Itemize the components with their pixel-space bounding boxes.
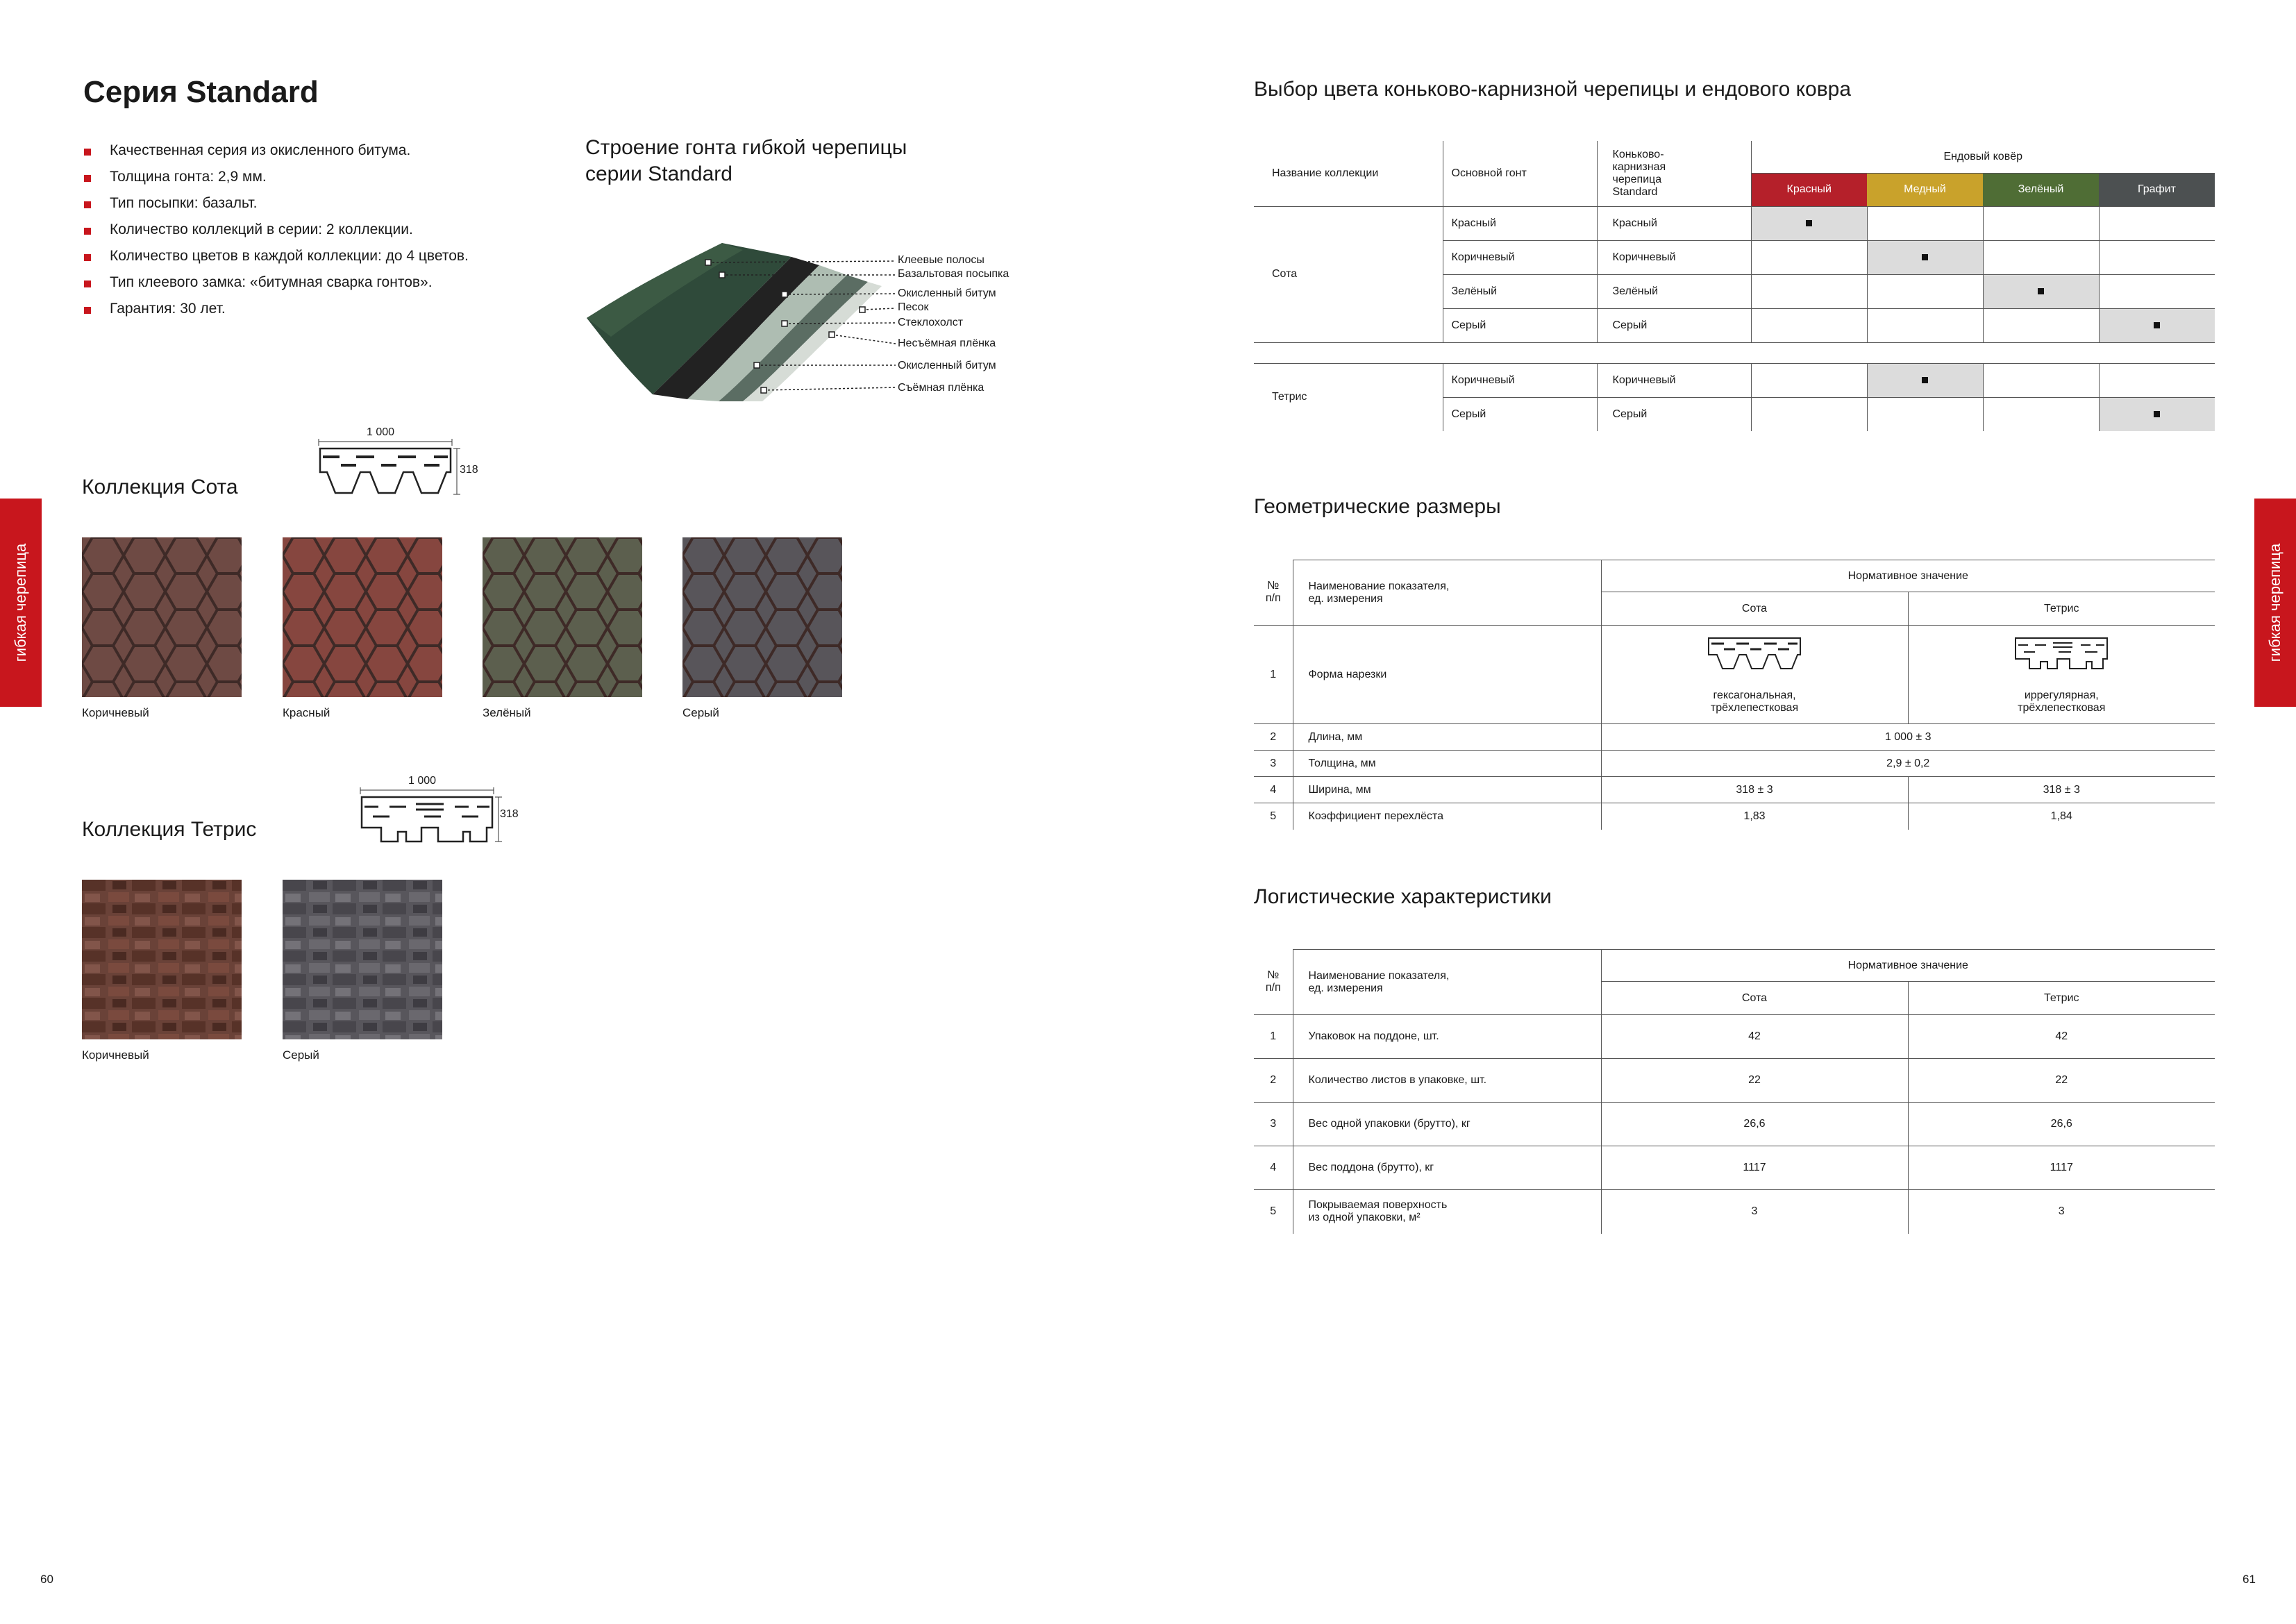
main-color: Красный <box>1443 206 1597 240</box>
empty-cell <box>2099 240 2215 274</box>
empty-cell <box>1867 206 1983 240</box>
swatch-label: Коричневый <box>82 706 149 719</box>
header-tetris: Тетрис <box>1908 982 2215 1015</box>
layer-label: Окисленный битум <box>898 287 996 299</box>
mark <box>1922 377 1928 383</box>
mark <box>2038 288 2044 294</box>
swatch-sota-brown <box>82 537 242 697</box>
empty-cell <box>1983 397 2099 431</box>
mark-cell <box>1867 240 1983 274</box>
swatch-label: Серый <box>682 706 719 719</box>
header-sota: Сота <box>1601 592 1908 626</box>
empty-cell <box>1983 363 2099 397</box>
feature-item: Количество цветов в каждой коллекции: до 4 цветов. <box>82 244 469 271</box>
empty-cell <box>1751 308 1867 342</box>
mark-cell <box>1867 363 1983 397</box>
row-value-tetris: 1117 <box>1908 1146 2215 1190</box>
side-tab-right <box>2254 499 2296 707</box>
empty-cell <box>1751 397 1867 431</box>
layer-label: Песок <box>898 301 929 313</box>
row-num: 4 <box>1254 1146 1293 1190</box>
collection-name: Сота <box>1254 206 1443 342</box>
dimension-width: 318 <box>500 808 519 820</box>
empty-cell <box>2099 206 2215 240</box>
swatch-sota-red <box>283 537 442 697</box>
swatch-label: Зелёный <box>483 706 531 719</box>
row-num: 2 <box>1254 724 1293 751</box>
layer-label: Базальтовая посыпка <box>898 268 1009 280</box>
row-value-sota: 42 <box>1601 1015 1908 1059</box>
header-ridge: Коньково- карнизная черепица Standard <box>1597 141 1751 206</box>
row-value-tetris: 318 ± 3 <box>1908 777 2215 803</box>
row-value-sota: 3 <box>1601 1190 1908 1234</box>
row-value-tetris: 3 <box>1908 1190 2215 1234</box>
ridge-color: Красный <box>1597 206 1751 240</box>
mark-cell <box>1983 274 2099 308</box>
header-num: № п/п <box>1265 969 1281 994</box>
swatch-label: Коричневый <box>82 1048 149 1062</box>
row-name: Вес одной упаковки (брутто), кг <box>1293 1103 1601 1146</box>
empty-cell <box>1867 274 1983 308</box>
layer-label: Несъёмная плёнка <box>898 337 996 349</box>
feature-item: Толщина гонта: 2,9 мм. <box>82 165 469 192</box>
empty-cell <box>1867 397 1983 431</box>
color-choice-table <box>1254 141 2215 431</box>
swatch-tetris-grey <box>283 880 442 1039</box>
row-num: 5 <box>1254 1190 1293 1234</box>
empty-cell <box>2099 363 2215 397</box>
swatch-image <box>283 880 442 1039</box>
header-name: Наименование показателя, ед. измерения <box>1293 560 1601 626</box>
mark <box>2154 411 2160 417</box>
row-name: Покрываемая поверхность из одной упаковки, м² <box>1293 1190 1601 1234</box>
swatch-image <box>483 537 642 697</box>
feature-item: Тип посыпки: базальт. <box>82 192 469 218</box>
ridge-color: Зелёный <box>1597 274 1751 308</box>
empty-cell <box>1867 308 1983 342</box>
cut-shape-description: иррегулярная, трёхлепестковая <box>2018 689 2106 714</box>
feature-item: Качественная серия из окисленного битума. <box>82 139 469 165</box>
header-collection: Название коллекции <box>1272 167 1379 179</box>
geometry-table <box>1254 560 2215 830</box>
dimension-width: 318 <box>460 464 478 476</box>
empty-cell <box>1751 274 1867 308</box>
layer-label: Клеевые полосы <box>898 254 984 266</box>
row-value-tetris: 26,6 <box>1908 1103 2215 1146</box>
sota-cut-shape-icon <box>316 437 462 496</box>
row-name: Форма нарезки <box>1293 626 1601 724</box>
structure-title <box>585 136 907 186</box>
empty-cell <box>1751 240 1867 274</box>
swatch-image <box>82 880 242 1039</box>
dimension-length: 1 000 <box>367 426 395 438</box>
layer-label: Окисленный битум <box>898 360 996 371</box>
row-value-merged: 1 000 ± 3 <box>1601 724 2215 751</box>
header-norm: Нормативное значение <box>1601 950 2215 982</box>
ridge-color: Коричневый <box>1597 240 1751 274</box>
row-name: Вес поддона (брутто), кг <box>1293 1146 1601 1190</box>
side-tab-left <box>0 499 42 707</box>
main-color: Коричневый <box>1443 363 1597 397</box>
valley-color-green: Зелёный <box>1983 173 2099 206</box>
row-value-sota <box>1601 626 1908 724</box>
ridge-color: Коричневый <box>1597 363 1751 397</box>
swatch-label: Красный <box>283 706 330 719</box>
ridge-color: Серый <box>1597 397 1751 431</box>
row-num: 1 <box>1254 626 1293 724</box>
logistics-table <box>1254 949 2215 1234</box>
main-color: Коричневый <box>1443 240 1597 274</box>
header-valley: Ендовый ковёр <box>1751 141 2215 173</box>
layer-label: Стеклохолст <box>898 317 964 328</box>
row-num: 3 <box>1254 751 1293 777</box>
structure-title-line: серии Standard <box>585 162 732 185</box>
group-spacer <box>1254 342 2215 363</box>
ridge-color: Серый <box>1597 308 1751 342</box>
empty-cell <box>1983 206 2099 240</box>
row-name: Толщина, мм <box>1293 751 1601 777</box>
swatch-sota-green <box>483 537 642 697</box>
swatch-image <box>283 537 442 697</box>
structure-title-line: Строение гонта гибкой черепицы <box>585 136 907 159</box>
row-value-sota: 318 ± 3 <box>1601 777 1908 803</box>
row-name: Коэффициент перехлёста <box>1293 803 1601 830</box>
row-value-sota: 22 <box>1601 1059 1908 1103</box>
row-value-merged: 2,9 ± 0,2 <box>1601 751 2215 777</box>
empty-cell <box>1983 308 2099 342</box>
cut-shape-description: гексагональная, трёхлепестковая <box>1710 689 1799 714</box>
row-name: Упаковок на поддоне, шт. <box>1293 1015 1601 1059</box>
collection-tetris-title: Коллекция Тетрис <box>82 818 257 841</box>
valley-color-red: Красный <box>1751 173 1867 206</box>
layer-label: Съёмная плёнка <box>898 382 984 394</box>
dimension-length: 1 000 <box>408 775 437 787</box>
swatch-image <box>682 537 842 697</box>
header-norm: Нормативное значение <box>1601 560 2215 592</box>
row-num: 3 <box>1254 1103 1293 1146</box>
header-name: Наименование показателя, ед. измерения <box>1293 950 1601 1015</box>
row-value-tetris <box>1908 626 2215 724</box>
header-main: Основной гонт <box>1443 141 1597 206</box>
mark <box>1922 254 1928 260</box>
main-color: Серый <box>1443 308 1597 342</box>
tetris-cut-shape-icon <box>2013 635 2110 671</box>
collection-sota-title: Коллекция Сота <box>82 476 238 499</box>
header-sota: Сота <box>1601 982 1908 1015</box>
side-tab-label: гибкая черепица <box>12 543 29 662</box>
swatch-image <box>82 537 242 697</box>
logistics-title: Логистические характеристики <box>1254 885 1552 908</box>
empty-cell <box>2099 274 2215 308</box>
side-tab-label: гибкая черепица <box>2266 543 2284 662</box>
page-number-right: 61 <box>2243 1573 2256 1586</box>
empty-cell <box>1751 363 1867 397</box>
row-value-sota: 1,83 <box>1601 803 1908 830</box>
valley-color-copper: Медный <box>1867 173 1983 206</box>
mark <box>2154 322 2160 328</box>
feature-list <box>82 139 469 324</box>
collection-name: Тетрис <box>1254 363 1443 431</box>
row-num: 4 <box>1254 777 1293 803</box>
swatch-label: Серый <box>283 1048 319 1062</box>
sota-cut-shape-icon <box>1706 635 1803 671</box>
geometry-title: Геометрические размеры <box>1254 495 1501 518</box>
tetris-cut-shape-icon <box>358 786 503 845</box>
swatch-tetris-brown <box>82 880 242 1039</box>
row-value-tetris: 22 <box>1908 1059 2215 1103</box>
mark <box>1806 220 1812 226</box>
row-value-tetris: 42 <box>1908 1015 2215 1059</box>
row-name: Ширина, мм <box>1293 777 1601 803</box>
row-value-sota: 26,6 <box>1601 1103 1908 1146</box>
row-name: Длина, мм <box>1293 724 1601 751</box>
page-title: Серия Standard <box>83 75 319 109</box>
mark-cell <box>2099 397 2215 431</box>
header-num: № п/п <box>1265 580 1281 605</box>
row-num: 5 <box>1254 803 1293 830</box>
empty-cell <box>1983 240 2099 274</box>
main-color: Зелёный <box>1443 274 1597 308</box>
row-name: Количество листов в упаковке, шт. <box>1293 1059 1601 1103</box>
row-num: 1 <box>1254 1015 1293 1059</box>
row-num: 2 <box>1254 1059 1293 1103</box>
feature-item: Тип клеевого замка: «битумная сварка гонтов». <box>82 271 469 297</box>
mark-cell <box>2099 308 2215 342</box>
feature-item: Количество коллекций в серии: 2 коллекции. <box>82 218 469 244</box>
mark-cell <box>1751 206 1867 240</box>
swatch-sota-grey <box>682 537 842 697</box>
row-value-sota: 1117 <box>1601 1146 1908 1190</box>
header-tetris: Тетрис <box>1908 592 2215 626</box>
page-number-left: 60 <box>40 1573 53 1586</box>
valley-color-graphite: Графит <box>2099 173 2215 206</box>
feature-item: Гарантия: 30 лет. <box>82 297 469 324</box>
color-section-title: Выбор цвета коньково-карнизной черепицы и ендового ковра <box>1254 78 1852 101</box>
main-color: Серый <box>1443 397 1597 431</box>
row-value-tetris: 1,84 <box>1908 803 2215 830</box>
